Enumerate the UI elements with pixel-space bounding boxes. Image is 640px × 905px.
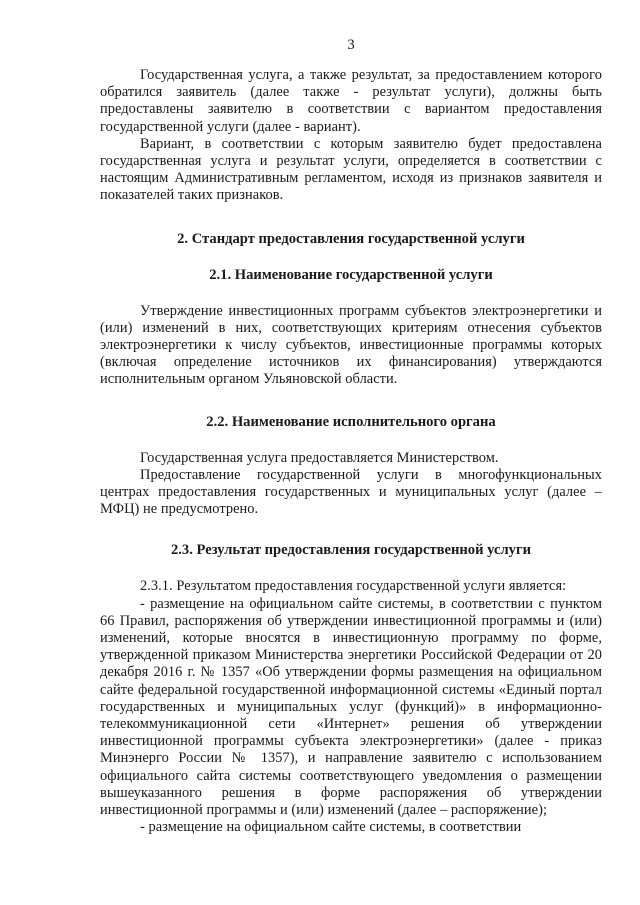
- paragraph: Утверждение инвестиционных программ субъектов электроэнергетики и (или) изменений в них, соответствующих критериям отнесения субъектов электроэнергетики к числу субъектов, инвестиционные программы которых (включая определение источников их финансирования) утверждаются исполнительным органом Ульяновской области.: [100, 302, 602, 388]
- document-body: [100, 67, 602, 837]
- subsection-heading: 2.3. Результат предоставления государственной услуги: [170, 542, 532, 559]
- paragraph: Государственная услуга, а также результат, за предоставлением которого обратился заявитель (далее также - результат услуги), должны быть предоставлены заявителю в соответствии с вариантом предоставления государственной услуги (далее - вариант).: [100, 67, 602, 135]
- paragraph: Вариант, в соответствии с которым заявителю будет предоставлена государственная услуга и результат услуги, определяется в соответствии с настоящим Административным регламентом, исходя из признаков заявителя и показателей таких признаков.: [100, 135, 602, 204]
- subsection-heading: 2.1. Наименование государственной услуги: [209, 266, 493, 283]
- section-heading: 2. Стандарт предоставления государственной услуги: [177, 230, 525, 247]
- list-item: - размещение на официальном сайте системы, в соответствии: [140, 819, 522, 836]
- paragraph: 2.3.1. Результатом предоставления государственной услуги является:: [140, 578, 567, 595]
- paragraph: Государственная услуга предоставляется Министерством.: [140, 449, 499, 466]
- paragraph: Предоставление государственной услуги в многофункциональных центрах предоставления государственных и муниципальных услуг (далее – МФЦ) не предусмотрено.: [100, 466, 602, 518]
- document-page: [100, 0, 602, 905]
- page-number: 3: [347, 37, 355, 53]
- subsection-heading: 2.2. Наименование исполнительного органа: [206, 413, 496, 430]
- list-item: - размещение на официальном сайте системы, в соответствии с пунктом 66 Правил, распоряжения об утверждении инвестиционной программы и (или) изменений, которые вносятся в инвестиционную программу по форме, утвержденной приказом Министерства энергетики Российской Федерации от 20 декабря 2016 г. № 1357 «Об утверждении формы размещения на официальном сайте федеральной государственной информационной системы «Единый портал государственных и муниципальных услуг (функций)» в информационно-телекоммуникационной сети «Интернет» решения об утверждении инвестиционной программы субъекта электроэнергетики» (далее - приказ Минэнерго России № 1357), и направление заявителю с использованием официального сайта системы соответствующего уведомления о размещении вышеуказанного решения в форме распоряжения об утверждении инвестиционной программы и (или) изменений (далее – распоряжение);: [100, 595, 602, 819]
